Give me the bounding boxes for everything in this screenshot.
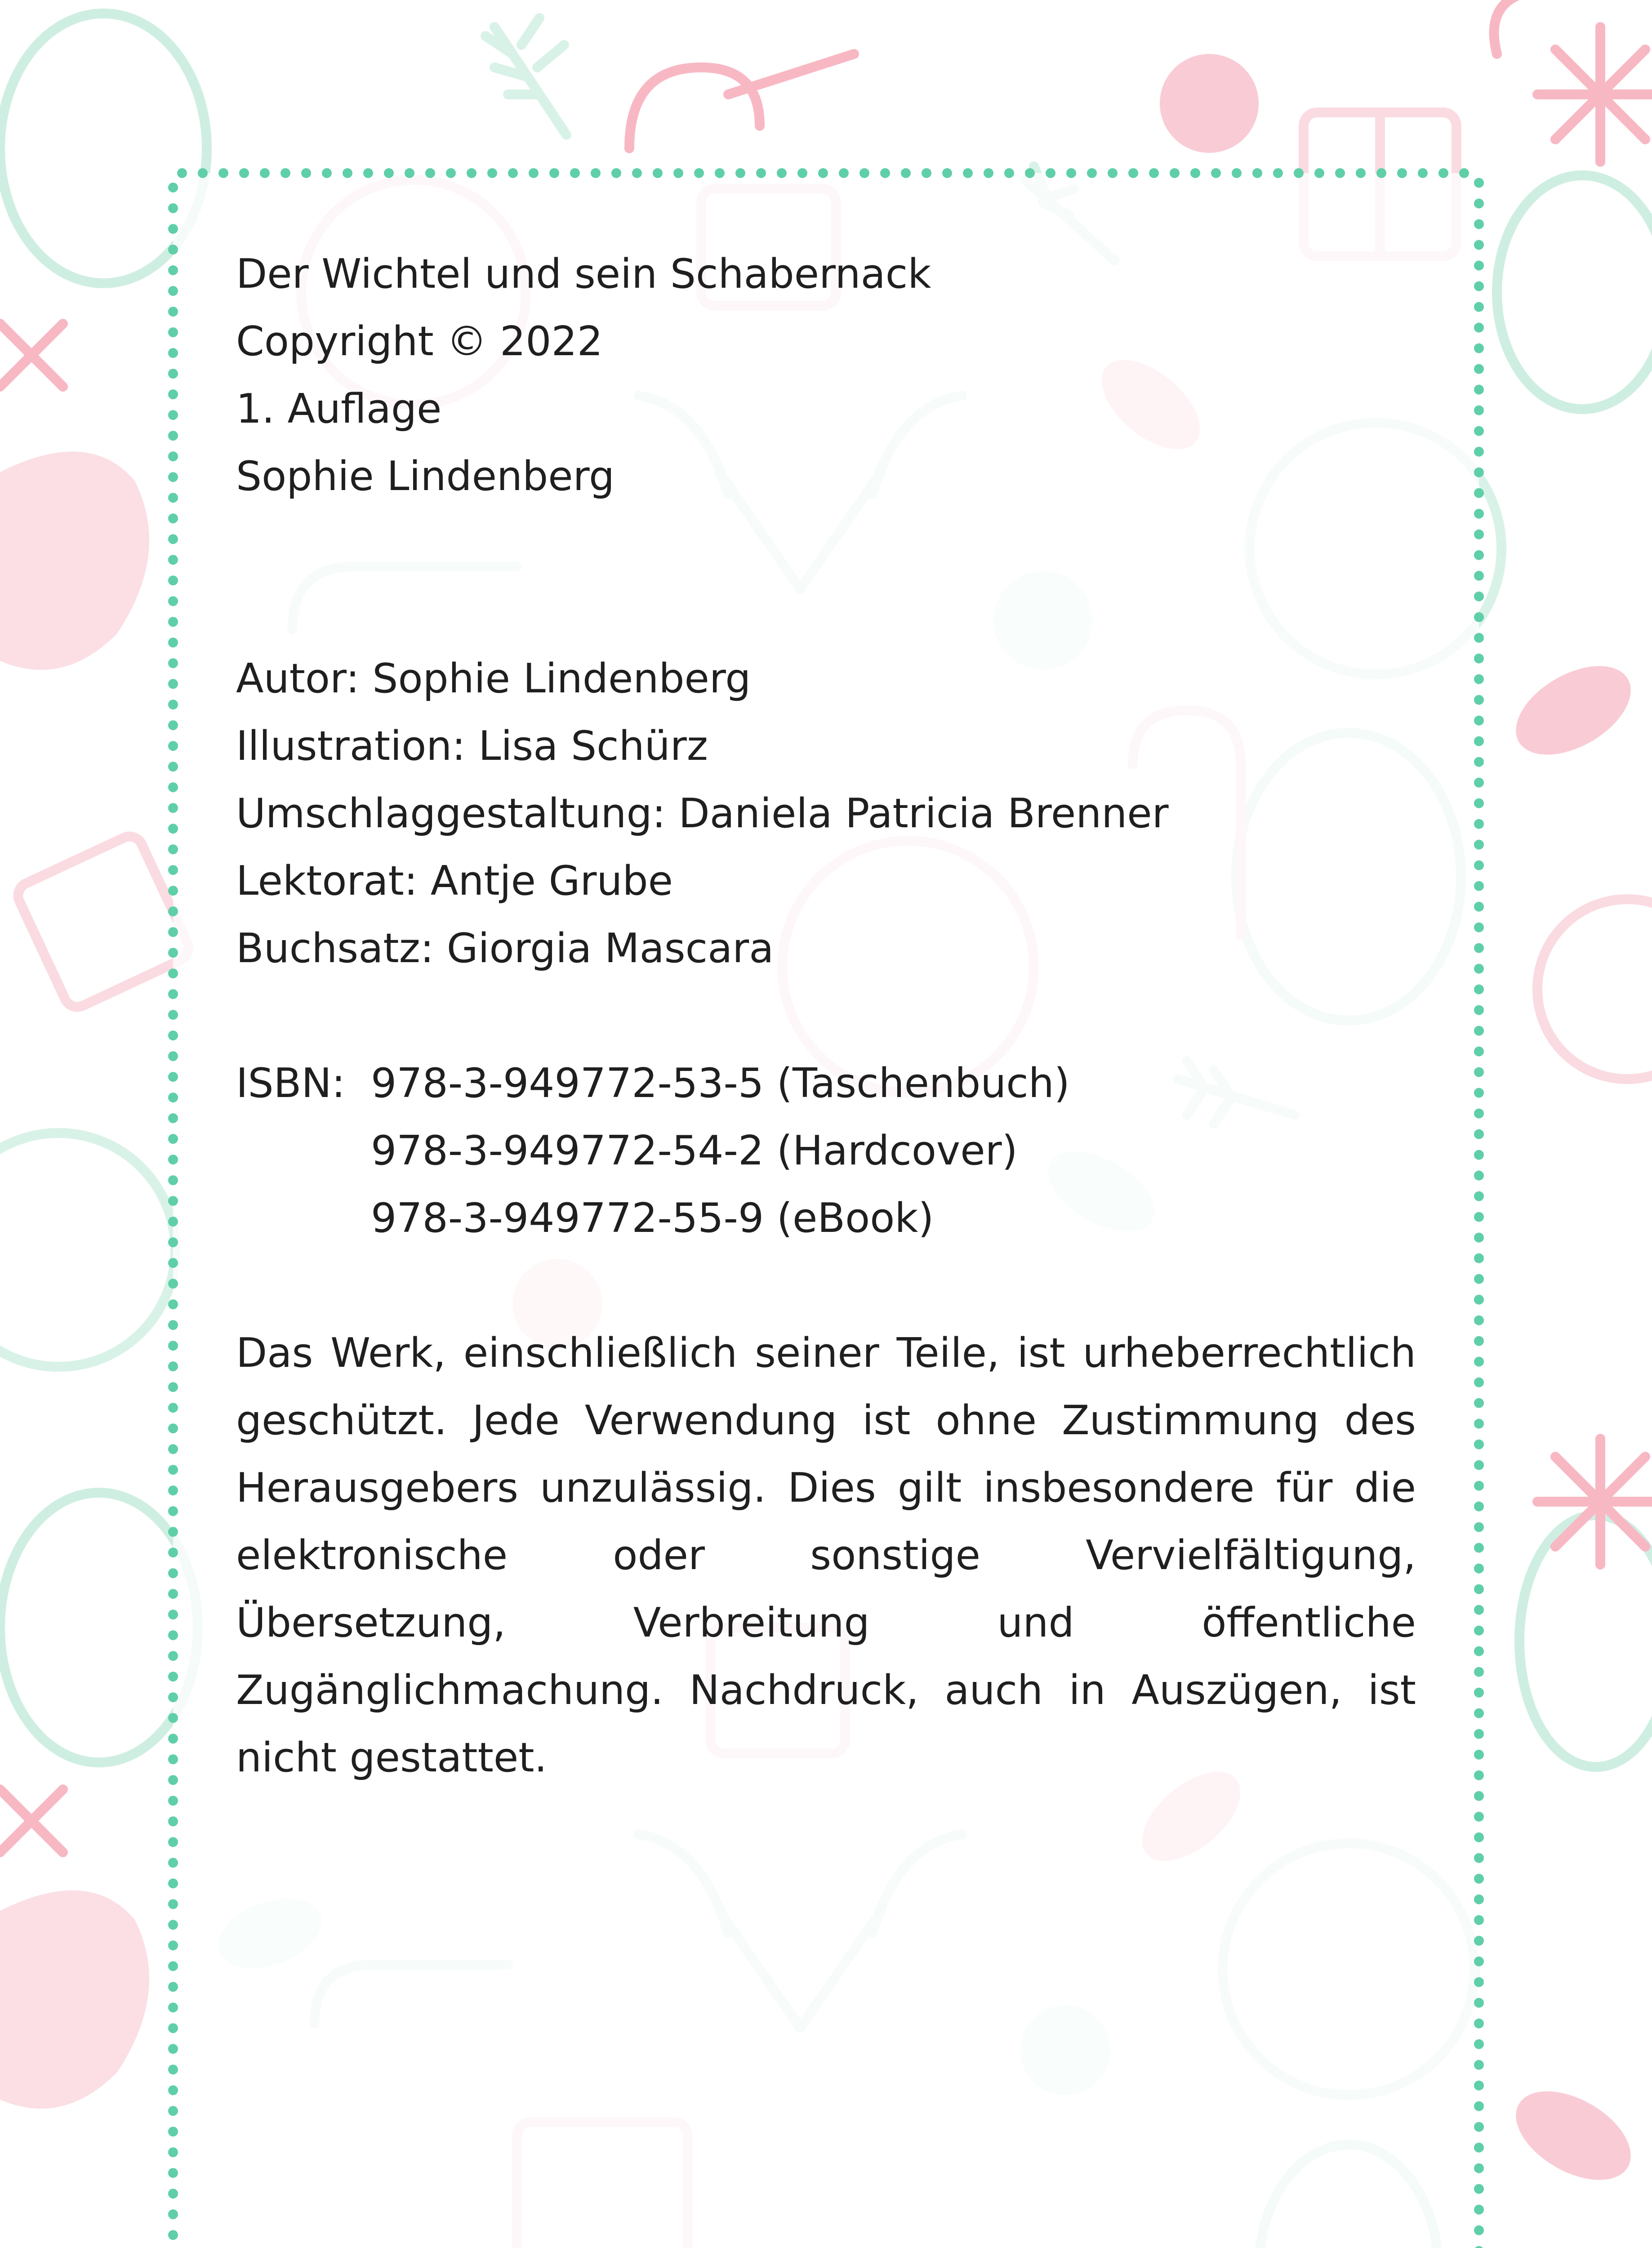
credit-cover-design: Umschlaggestaltung: Daniela Patricia Brenner xyxy=(236,790,1169,837)
copyright-line: Copyright © 2022 xyxy=(236,318,603,365)
isbn-row xyxy=(236,1185,1416,1252)
isbn-row xyxy=(236,1117,1416,1185)
credit-editing: Lektorat: Antje Grube xyxy=(236,857,673,905)
imprint-page xyxy=(236,241,1416,1792)
spacer xyxy=(236,510,1416,645)
isbn-label-spacer xyxy=(236,1185,371,1252)
credit-illustration: Illustration: Lisa Schürz xyxy=(236,723,708,770)
rights-notice: Das Werk, einschließlich seiner Teile, ist urheberrechtlich geschützt. Jede Verwendung ist ohne Zustimmung des Herausgebers unzulässig. Dies gilt insbesondere für die elektronische oder sonstige Vervielfältigung, Übersetzung, Verbreitung und öffentliche Zugänglichmachung. Nachdruck, auch in Auszügen, ist nicht gestattet. xyxy=(236,1329,1416,1781)
book-title: Der Wichtel und sein Schabernack xyxy=(236,250,931,298)
isbn-block xyxy=(236,1050,1416,1252)
spacer xyxy=(236,982,1416,1050)
spacer xyxy=(236,1252,1416,1320)
imprint-block xyxy=(236,241,1416,510)
credit-typesetting: Buchsatz: Giorgia Mascara xyxy=(236,925,774,972)
isbn-hardcover: 978-3-949772-54-2 (Hardcover) xyxy=(371,1127,1018,1174)
publisher-name: Sophie Lindenberg xyxy=(236,453,615,500)
isbn-label-spacer xyxy=(236,1117,371,1185)
edition-line: 1. Auflage xyxy=(236,385,442,433)
isbn-label: ISBN: xyxy=(236,1060,346,1107)
isbn-row xyxy=(236,1050,1416,1117)
isbn-ebook: 978-3-949772-55-9 (eBook) xyxy=(371,1195,934,1242)
credits-block xyxy=(236,645,1416,982)
credit-author: Autor: Sophie Lindenberg xyxy=(236,655,751,702)
isbn-paperback: 978-3-949772-53-5 (Taschenbuch) xyxy=(371,1060,1070,1107)
